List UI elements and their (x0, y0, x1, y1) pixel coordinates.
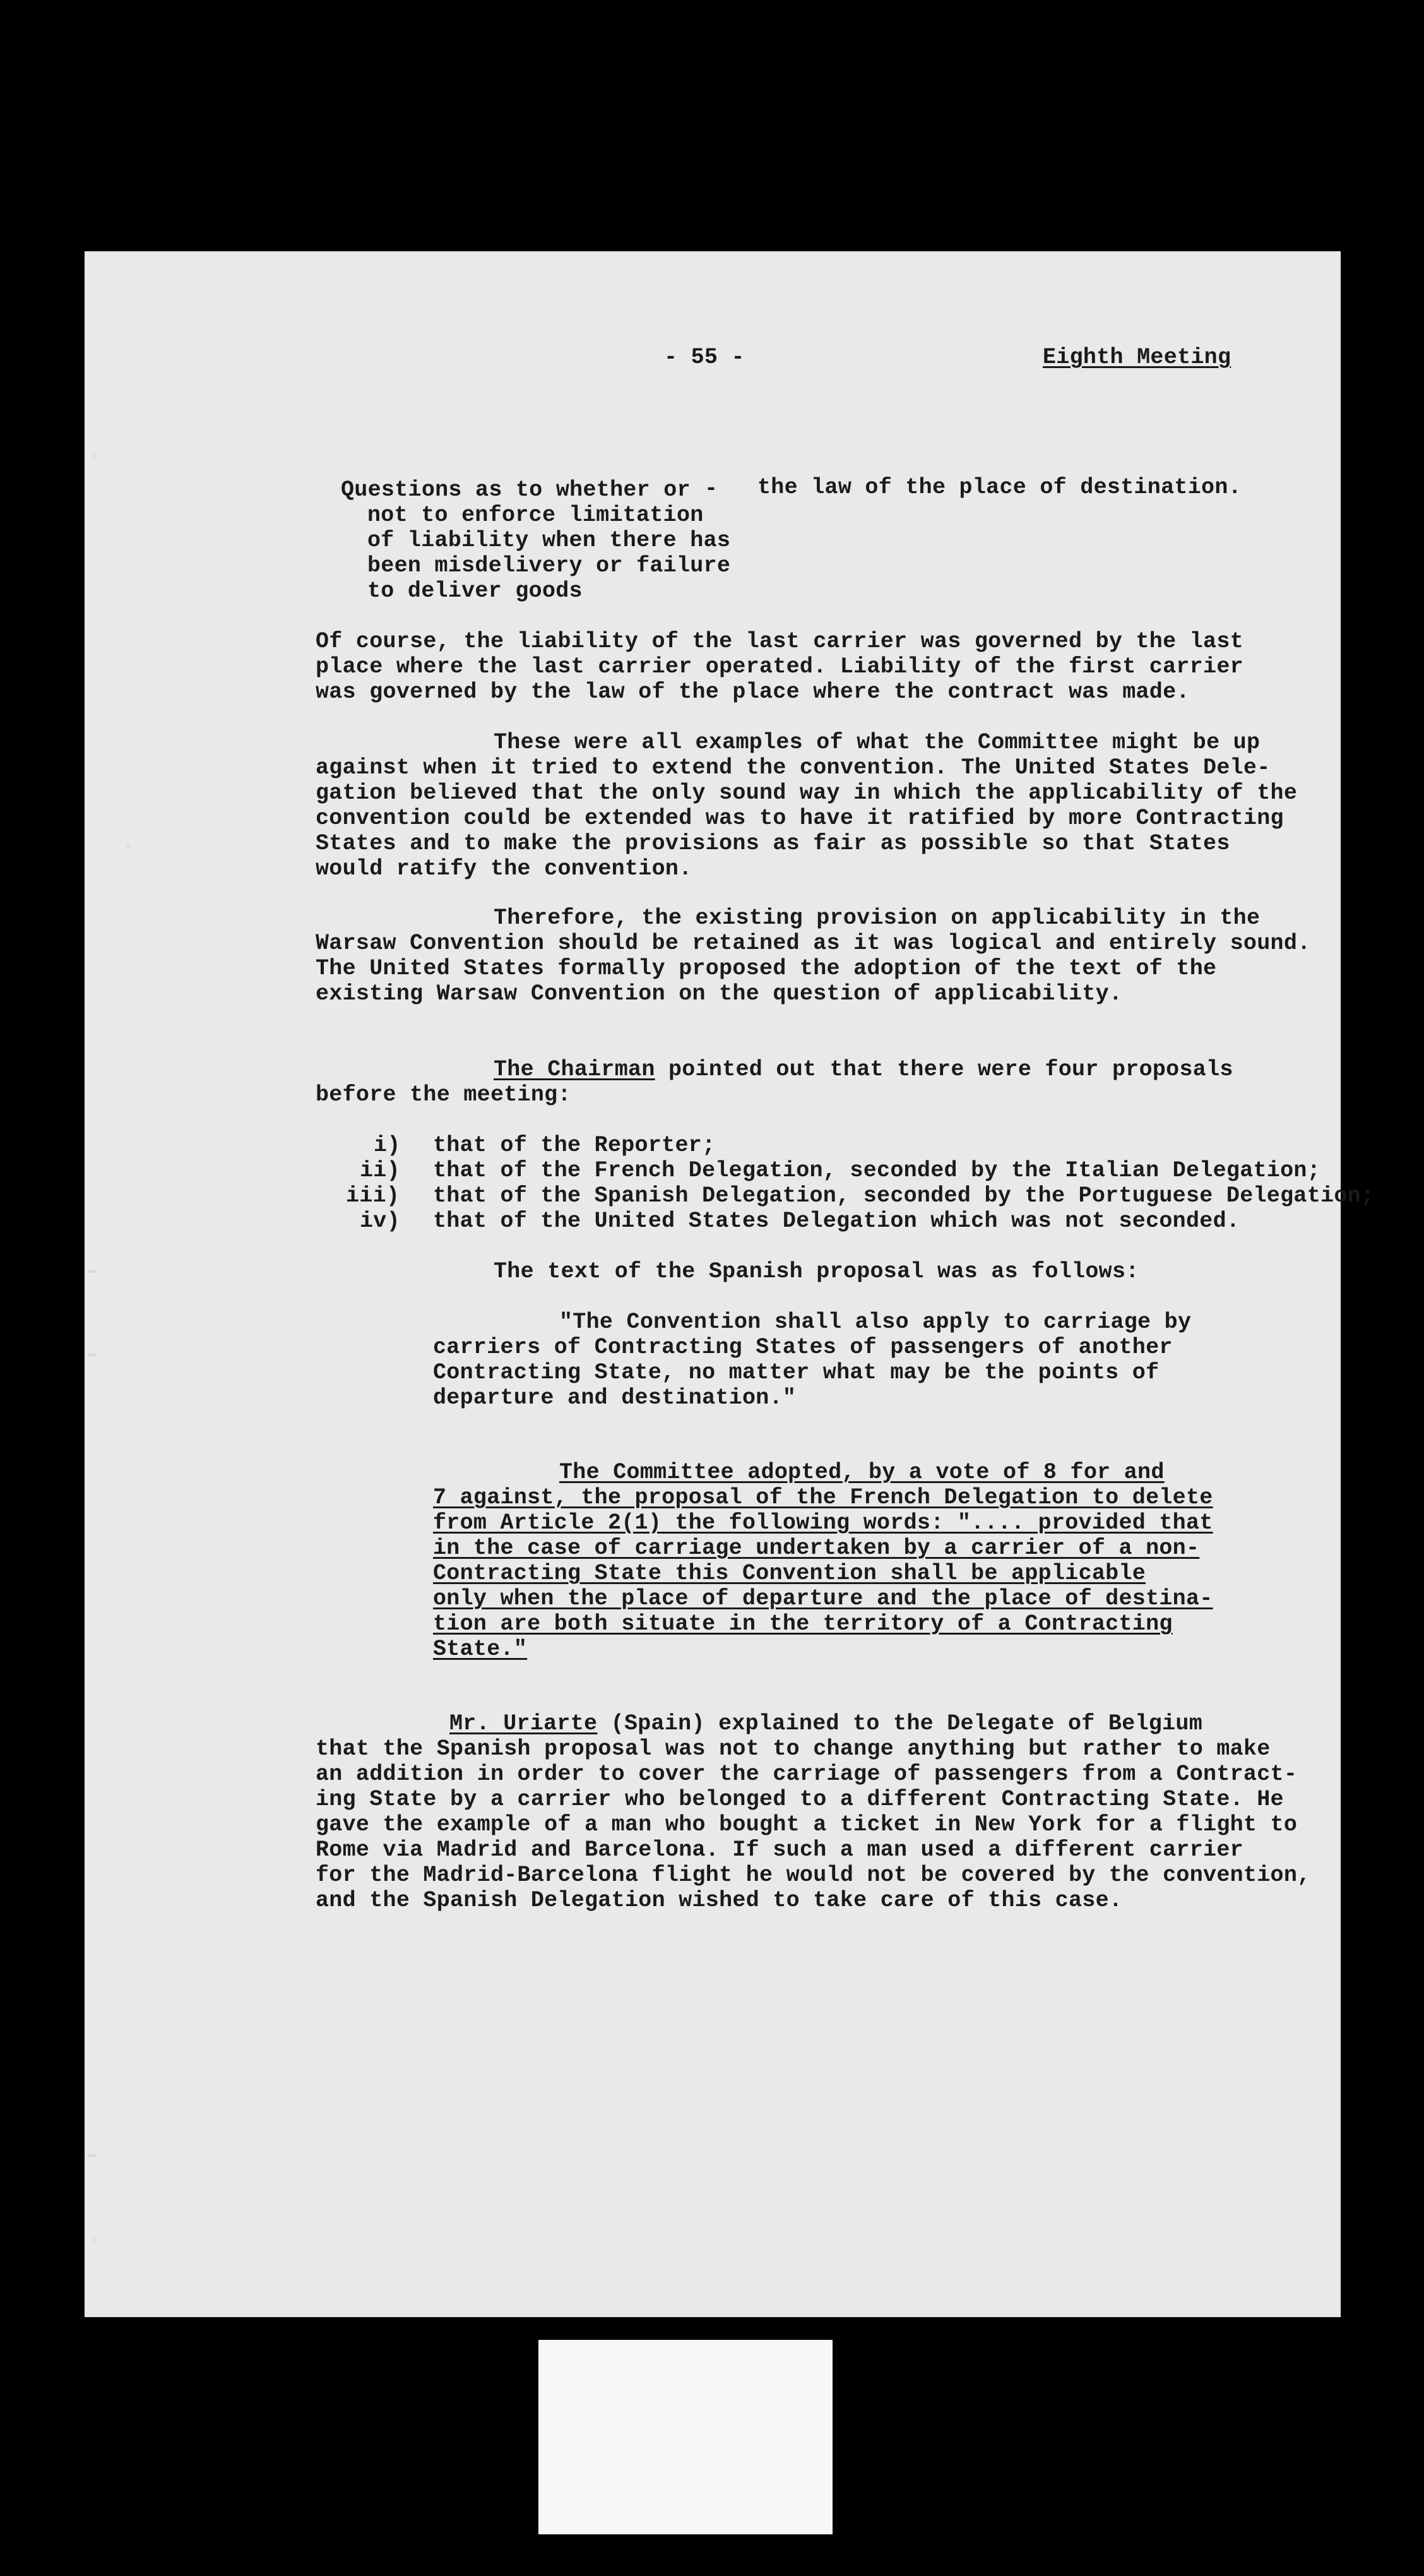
paragraph-line: was governed by the law of the place where the contract was made. (316, 679, 1190, 705)
quote-line: Contracting State, no matter what may be the points of (433, 1360, 1160, 1385)
blank-slip (538, 2340, 833, 2534)
page-number: - 55 - (664, 345, 745, 370)
speaker-name: Mr. Uriarte (449, 1711, 598, 1736)
proposal-text: that of the Reporter; (433, 1133, 716, 1158)
resolution-line: in the case of carriage undertaken by a carrier of a non- (433, 1535, 1200, 1561)
quote-line: departure and destination." (433, 1385, 797, 1410)
proposal-number: iv) (360, 1208, 400, 1234)
margin-mark (88, 1270, 96, 1273)
paragraph-line: gation believed that the only sound way in which the applicability of the (316, 780, 1298, 806)
paragraph-text: pointed out that there were four proposals (655, 1057, 1233, 1082)
margin-note-dash: - (704, 476, 718, 501)
proposal-text: that of the Spanish Delegation, seconded by the Portuguese Delegation; (433, 1183, 1375, 1208)
paragraph-line (494, 1057, 1233, 1082)
paragraph-line: Of course, the liability of the last carrier was governed by the last (316, 629, 1243, 654)
paragraph-line: Warsaw Convention should be retained as it was logical and entirely sound. (316, 931, 1311, 956)
resolution-line: only when the place of departure and the place of destina- (433, 1586, 1213, 1611)
paragraph-line: existing Warsaw Convention on the question of applicability. (316, 981, 1123, 1006)
proposal-number: iii) (346, 1183, 400, 1208)
document-page (85, 251, 1375, 2317)
punch-mark (92, 453, 97, 458)
margin-mark (88, 2154, 96, 2157)
paragraph-line: that the Spanish proposal was not to change anything but rather to make (316, 1736, 1271, 1762)
resolution-line: State." (433, 1637, 528, 1662)
paragraph-line: ing State by a carrier who belonged to a different Contracting State. He (316, 1787, 1284, 1812)
paragraph-line (449, 1711, 1202, 1736)
resolution-line: tion are both situate in the territory of a Contracting (433, 1611, 1173, 1637)
paragraph-line: Therefore, the existing provision on applicability in the (494, 905, 1261, 931)
speaker-name: The Chairman (494, 1057, 655, 1082)
paragraph-line: would ratify the convention. (316, 856, 692, 881)
margin-mark (88, 1354, 96, 1356)
paragraph-line: an addition in order to cover the carriage of passengers from a Contract- (316, 1762, 1298, 1787)
resolution-line: The Committee adopted, by a vote of 8 for and (559, 1460, 1165, 1485)
proposal-number: ii) (360, 1158, 400, 1183)
margin-note-line: been misdelivery or failure (367, 553, 731, 578)
proposal-text: that of the United States Delegation which was not seconded. (433, 1208, 1240, 1234)
margin-note-line: to deliver goods (367, 578, 583, 604)
quote-line: carriers of Contracting States of passengers of another (433, 1335, 1173, 1360)
margin-note-line: not to enforce limitation (367, 503, 704, 528)
margin-note-line: Questions as to whether or (341, 477, 691, 503)
proposal-text: that of the French Delegation, seconded by the Italian Delegation; (433, 1158, 1321, 1183)
paragraph-line: convention could be extended was to have it ratified by more Contracting (316, 806, 1284, 831)
punch-mark (92, 2238, 97, 2243)
paragraph-line: against when it tried to extend the convention. The United States Dele- (316, 755, 1271, 780)
meeting-title: Eighth Meeting (1043, 345, 1231, 370)
paragraph-line: The United States formally proposed the adoption of the text of the (316, 956, 1217, 981)
paragraph-line: States and to make the provisions as fair as possible so that States (316, 831, 1230, 856)
resolution-line: Contracting State this Convention shall be applicable (433, 1561, 1146, 1586)
paragraph-text: (Spain) explained to the Delegate of Belgium (597, 1711, 1202, 1736)
margin-note-line: of liability when there has (367, 528, 731, 553)
paragraph-line: and the Spanish Delegation wished to take care of this case. (316, 1888, 1123, 1913)
paragraph-line: Rome via Madrid and Barcelona. If such a man used a different carrier (316, 1837, 1243, 1863)
resolution-line: from Article 2(1) the following words: ".... provided that (433, 1510, 1213, 1535)
punch-mark (126, 844, 131, 849)
paragraph-line: for the Madrid-Barcelona flight he would not be covered by the convention, (316, 1863, 1311, 1888)
paragraph-line: gave the example of a man who bought a ticket in New York for a flight to (316, 1812, 1298, 1837)
paragraph-line: The text of the Spanish proposal was as follows: (494, 1259, 1139, 1284)
paragraph-line: These were all examples of what the Committee might be up (494, 730, 1261, 755)
quote-line: "The Convention shall also apply to carriage by (559, 1309, 1192, 1335)
paragraph-line: place where the last carrier operated. Liability of the first carrier (316, 654, 1243, 679)
margin-note-answer: the law of the place of destination. (757, 475, 1242, 500)
proposal-number: i) (374, 1133, 401, 1158)
paragraph-line: before the meeting: (316, 1082, 571, 1107)
resolution-line: 7 against, the proposal of the French Delegation to delete (433, 1485, 1213, 1510)
